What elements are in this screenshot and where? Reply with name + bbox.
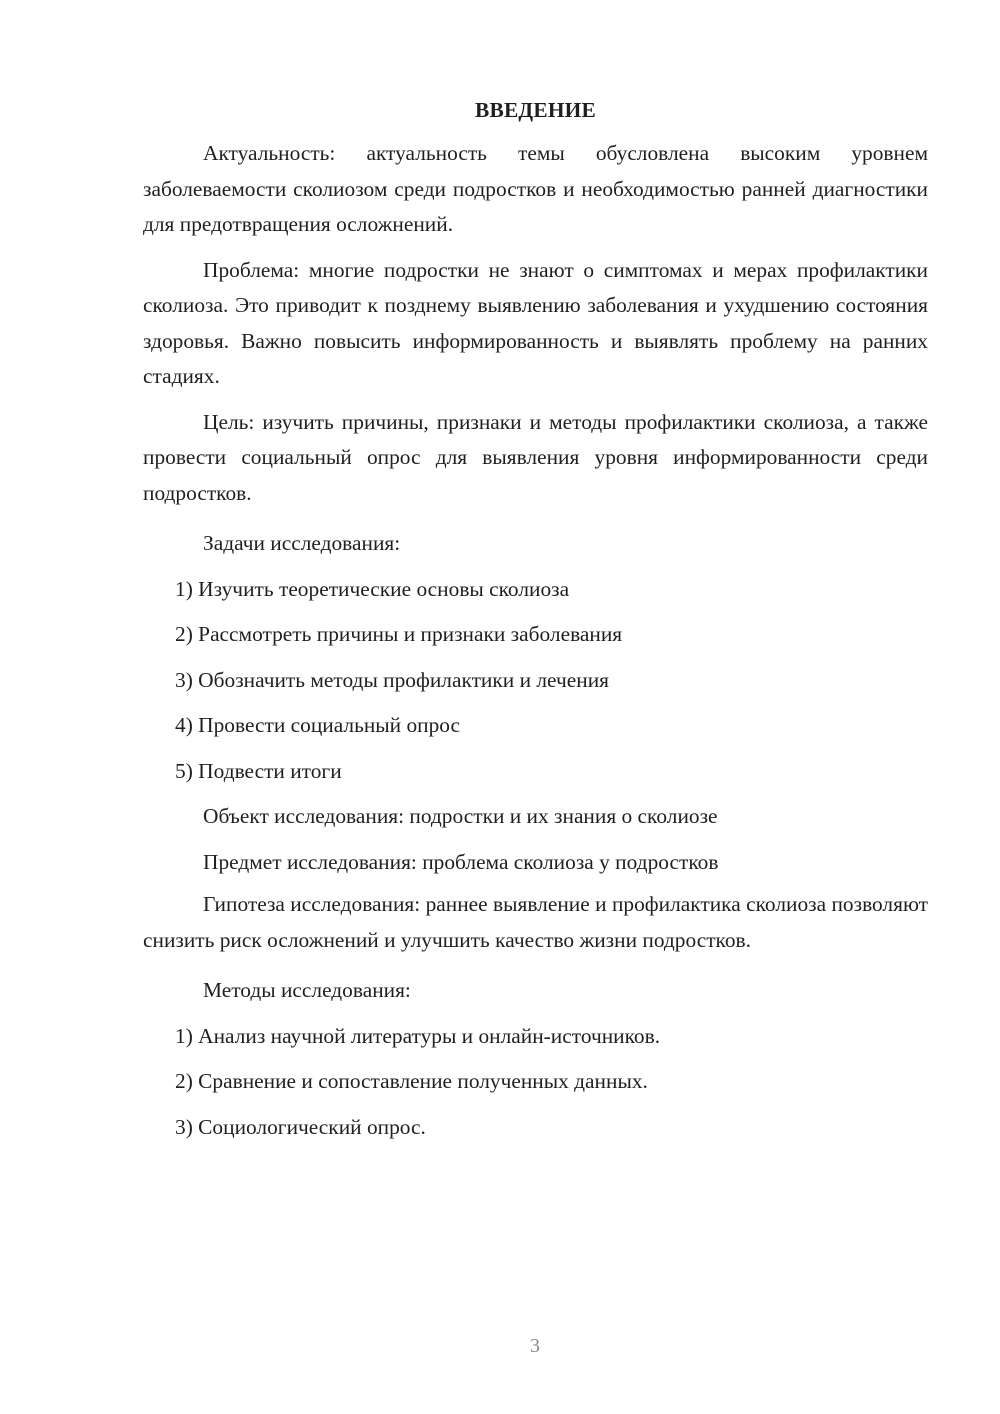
list-item: 3) Социологический опрос. bbox=[175, 1114, 426, 1139]
list-item: 5) Подвести итоги bbox=[175, 758, 342, 783]
methods-heading: Методы исследования: bbox=[203, 978, 411, 1002]
page-number: 3 bbox=[530, 1335, 540, 1357]
paragraph-problem: Проблема: многие подростки не знают о симптомах и мерах профилактики сколиоза. Это приводит к позднему выявлению заболевания и ухудшению состояния здоровья. Важно повысить информированность и выявлять проблему на ранних стадиях. bbox=[143, 257, 928, 388]
list-item: 2) Сравнение и сопоставление полученных данных. bbox=[175, 1069, 648, 1093]
section-title: ВВЕДЕНИЕ bbox=[475, 98, 596, 122]
document-body bbox=[143, 96, 928, 1150]
list-item: 3) Обозначить методы профилактики и лечения bbox=[175, 667, 609, 692]
list-item: 4) Провести социальный опрос bbox=[175, 713, 461, 737]
paragraph-subject: Предмет исследования: проблема сколиоза у подростков bbox=[203, 849, 719, 874]
paragraph-hypothesis: Гипотеза исследования: раннее выявление и профилактика сколиоза позволяют снизить риск осложнений и улучшить качество жизни подростков. bbox=[143, 892, 928, 952]
list-item: 2) Рассмотреть причины и признаки заболевания bbox=[175, 622, 623, 646]
list-item: 1) Анализ научной литературы и онлайн-источников. bbox=[175, 1023, 661, 1048]
paragraph-object: Объект исследования: подростки и их знания о сколиозе bbox=[203, 804, 718, 828]
paragraph-relevance: Актуальность: актуальность темы обусловлена высоким уровнем заболеваемости сколиозом среди подростков и необходимостью ранней диагностики для предотвращения осложнений. bbox=[143, 141, 928, 236]
paragraph-goal: Цель: изучить причины, признаки и методы профилактики сколиоза, а также провести социальный опрос для выявления уровня информированности среди подростков. bbox=[143, 409, 928, 505]
tasks-heading: Задачи исследования: bbox=[203, 531, 401, 555]
tasks-list bbox=[143, 567, 928, 795]
methods-list bbox=[143, 1014, 928, 1151]
list-item: 1) Изучить теоретические основы сколиоза bbox=[175, 576, 570, 601]
